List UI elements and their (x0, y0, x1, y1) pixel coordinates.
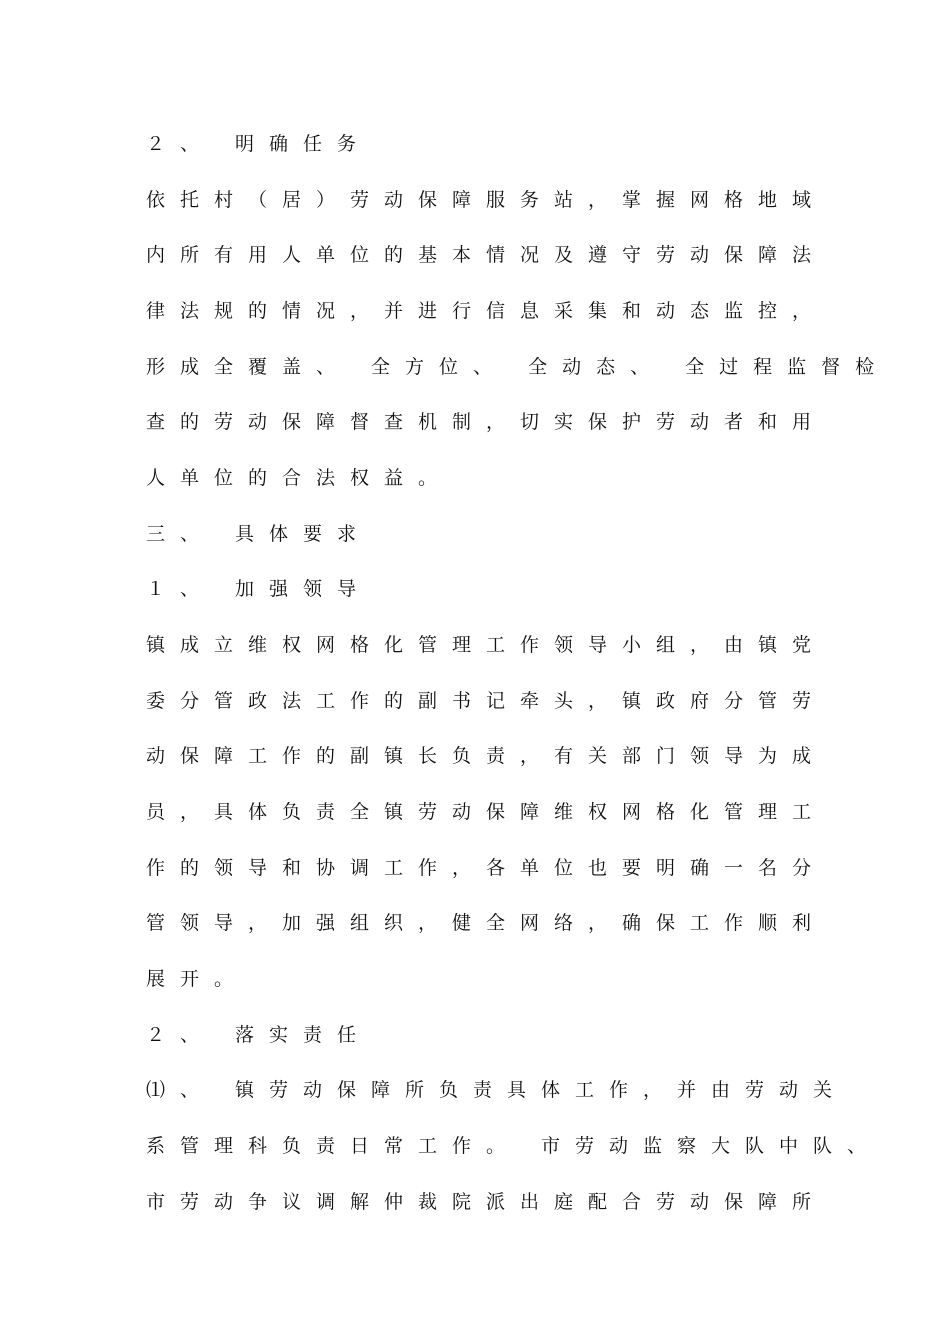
text-line: 作的领导和协调工作，各单位也要明确一名分 (146, 857, 827, 879)
text-line: 查的劳动保障督查机制，切实保护劳动者和用 (146, 411, 827, 433)
text-line: 委分管政法工作的副书记牵头，镇政府分管劳 (146, 690, 827, 712)
text-line: 依托村（居）劳动保障服务站，掌握网格地域 (146, 189, 827, 211)
section-heading: 三、 具体要求 (146, 523, 372, 545)
text-line: 律法规的情况，并进行信息采集和动态监控， (146, 300, 827, 322)
text-line: 人单位的合法权益。 (146, 467, 453, 489)
text-line: ⑴、 镇劳动保障所负责具体工作，并由劳动关 (146, 1079, 848, 1101)
text-line: 员，具体负责全镇劳动保障维权网格化管理工 (146, 801, 827, 823)
text-line: 镇成立维权网格化管理工作领导小组，由镇党 (146, 634, 827, 656)
text-line: 展开。 (146, 968, 249, 990)
text-line: 系管理科负责日常工作。 市劳动监察大队中队、 (146, 1135, 882, 1157)
text-line: 管领导，加强组织，健全网络，确保工作顺利 (146, 912, 827, 934)
subsection-heading: １、 加强领导 (146, 578, 372, 600)
text-line: 动保障工作的副镇长负责，有关部门领导为成 (146, 745, 827, 767)
text-line: 市劳动争议调解仲裁院派出庭配合劳动保障所 (146, 1191, 827, 1213)
text-line: 形成全覆盖、 全方位、 全动态、 全过程监督检 (146, 356, 890, 378)
text-line: ２、 明确任务 (146, 133, 372, 155)
subsection-heading: ２、 落实责任 (146, 1024, 372, 1046)
text-line: 内所有用人单位的基本情况及遵守劳动保障法 (146, 244, 827, 266)
